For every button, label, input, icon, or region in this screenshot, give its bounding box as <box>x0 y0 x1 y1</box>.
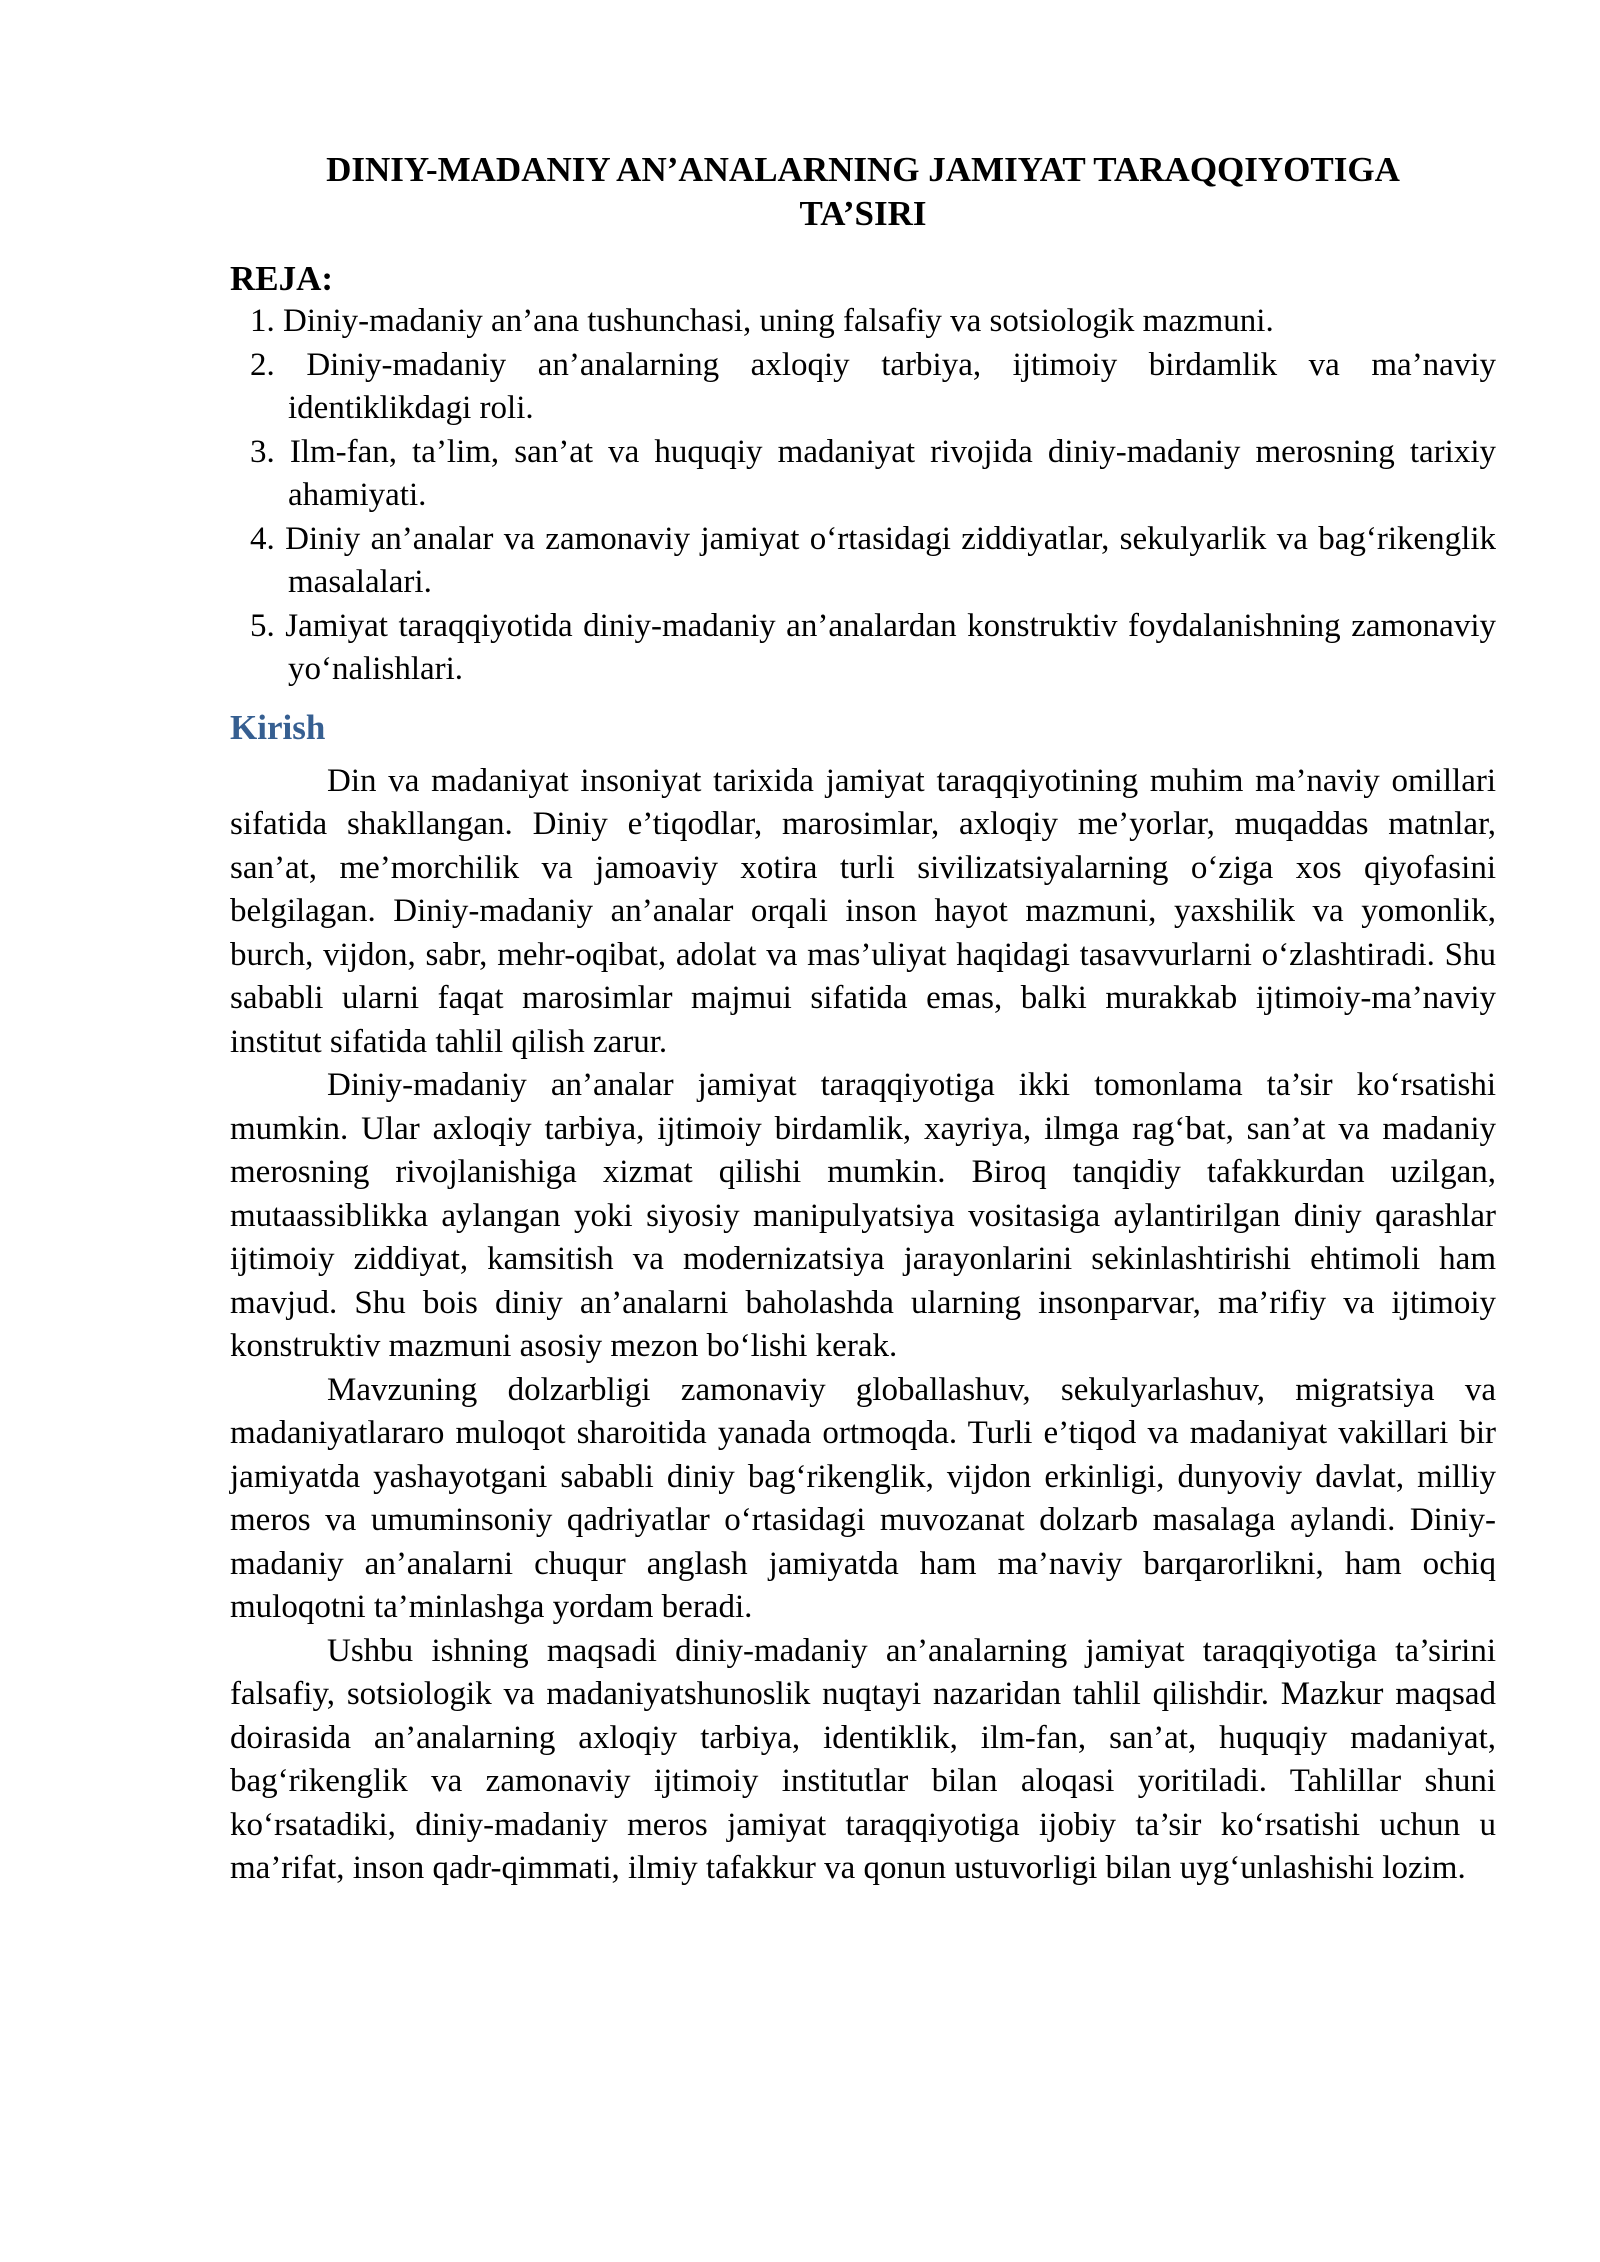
document-page <box>230 148 1496 1891</box>
section-heading-introduction: Kirish <box>230 707 326 747</box>
plan-item-5: 5. Jamiyat taraqqiyotida diniy-madaniy an’analardan konstruktiv foydalanishning zamonaviy yo‘nalishlari. <box>250 607 1496 687</box>
body-paragraph-4: Ushbu ishning maqsadi diniy-madaniy an’analarning jamiyat taraqqiyotiga ta’sirini falsafiy, sotsiologik va madaniyatshunoslik nuqtayi nazaridan tahlil qilishdir. Mazkur maqsad doirasida an’analarning axloqiy tarbiya, identiklik, ilm-fan, san’at, huquqiy madaniyat, bag‘rikenglik va zamonaviy ijtimoiy institutlar bilan aloqasi yoritiladi. Tahlillar shuni ko‘rsatadiki, diniy-madaniy meros jamiyat taraqqiyotiga ijobiy ta’sir ko‘rsatishi uchun u ma’rifat, inson qadr-qimmati, ilmiy tafakkur va qonun ustuvorligi bilan uyg‘unlashishi lozim. <box>230 1632 1496 1886</box>
plan-heading: REJA: <box>230 259 334 298</box>
plan-list <box>230 300 1496 692</box>
plan-item-3: 3. Ilm-fan, ta’lim, san’at va huquqiy madaniyat rivojida diniy-madaniy merosning tarixiy ahamiyati. <box>250 433 1496 513</box>
document-title <box>230 148 1496 236</box>
plan-item-4: 4. Diniy an’analar va zamonaviy jamiyat o‘rtasidagi ziddiyatlar, sekulyarlik va bag‘rikenglik masalalari. <box>250 520 1496 600</box>
plan-item-1: 1. Diniy-madaniy an’ana tushunchasi, uning falsafiy va sotsiologik mazmuni. <box>250 303 1274 339</box>
body-paragraph-1: Din va madaniyat insoniyat tarixida jamiyat taraqqiyotining muhim ma’naviy omillari sifatida shakllangan. Diniy e’tiqodlar, marosimlar, axloqiy me’yorlar, muqaddas matnlar, san’at, me’morchilik va jamoaviy xotira turli sivilizatsiyalarning o‘ziga xos qiyofasini belgilagan. Diniy-madaniy an’analar orqali inson hayot mazmuni, yaxshilik va yomonlik, burch, vijdon, sabr, mehr-oqibat, adolat va mas’uliyat haqidagi tasavvurlarni o‘zlashtiradi. Shu sababli ularni faqat marosimlar majmui sifatida emas, balki murakkab ijtimoiy-ma’naviy institut sifatida tahlil qilish zarur. <box>230 762 1496 1060</box>
plan-item-2: 2. Diniy-madaniy an’analarning axloqiy tarbiya, ijtimoiy birdamlik va ma’naviy identiklikdagi roli. <box>250 346 1496 426</box>
body-paragraph-2: Diniy-madaniy an’analar jamiyat taraqqiyotiga ikki tomonlama ta’sir ko‘rsatishi mumkin. Ular axloqiy tarbiya, ijtimoiy birdamlik, xayriya, ilmga rag‘bat, san’at va madaniy merosning rivojlanishiga xizmat qilishi mumkin. Biroq tanqidiy tafakkurdan uzilgan, mutaassiblikka aylangan yoki siyosiy manipulyatsiya vositasiga aylantirilgan diniy qarashlar ijtimoiy ziddiyat, kamsitish va modernizatsiya jarayonlarini sekinlashtirishi ehtimoli ham mavjud. Shu bois diniy an’analarni baholashda ularning insonparvar, ma’rifiy va ijtimoiy konstruktiv mazmuni asosiy mezon bo‘lishi kerak. <box>230 1067 1496 1364</box>
document-title-line-2: TA’SIRI <box>799 194 927 233</box>
body-paragraph-3: Mavzuning dolzarbligi zamonaviy globallashuv, sekulyarlashuv, migratsiya va madaniyatlararo muloqot sharoitida yanada ortmoqda. Turli e’tiqod va madaniyat vakillari bir jamiyatda yashayotgani sababli diniy bag‘rikenglik, vijdon erkinligi, dunyoviy davlat, milliy meros va umuminsoniy qadriyatlar o‘rtasidagi muvozanat dolzarb masalaga aylandi. Diniy-madaniy an’analarni chuqur anglash jamiyatda ham ma’naviy barqarorlikni, ham ochiq muloqotni ta’minlashga yordam beradi. <box>230 1371 1496 1625</box>
document-title-line-1: DINIY-MADANIY AN’ANALARNING JAMIYAT TARAQQIYOTIGA <box>326 150 1400 189</box>
